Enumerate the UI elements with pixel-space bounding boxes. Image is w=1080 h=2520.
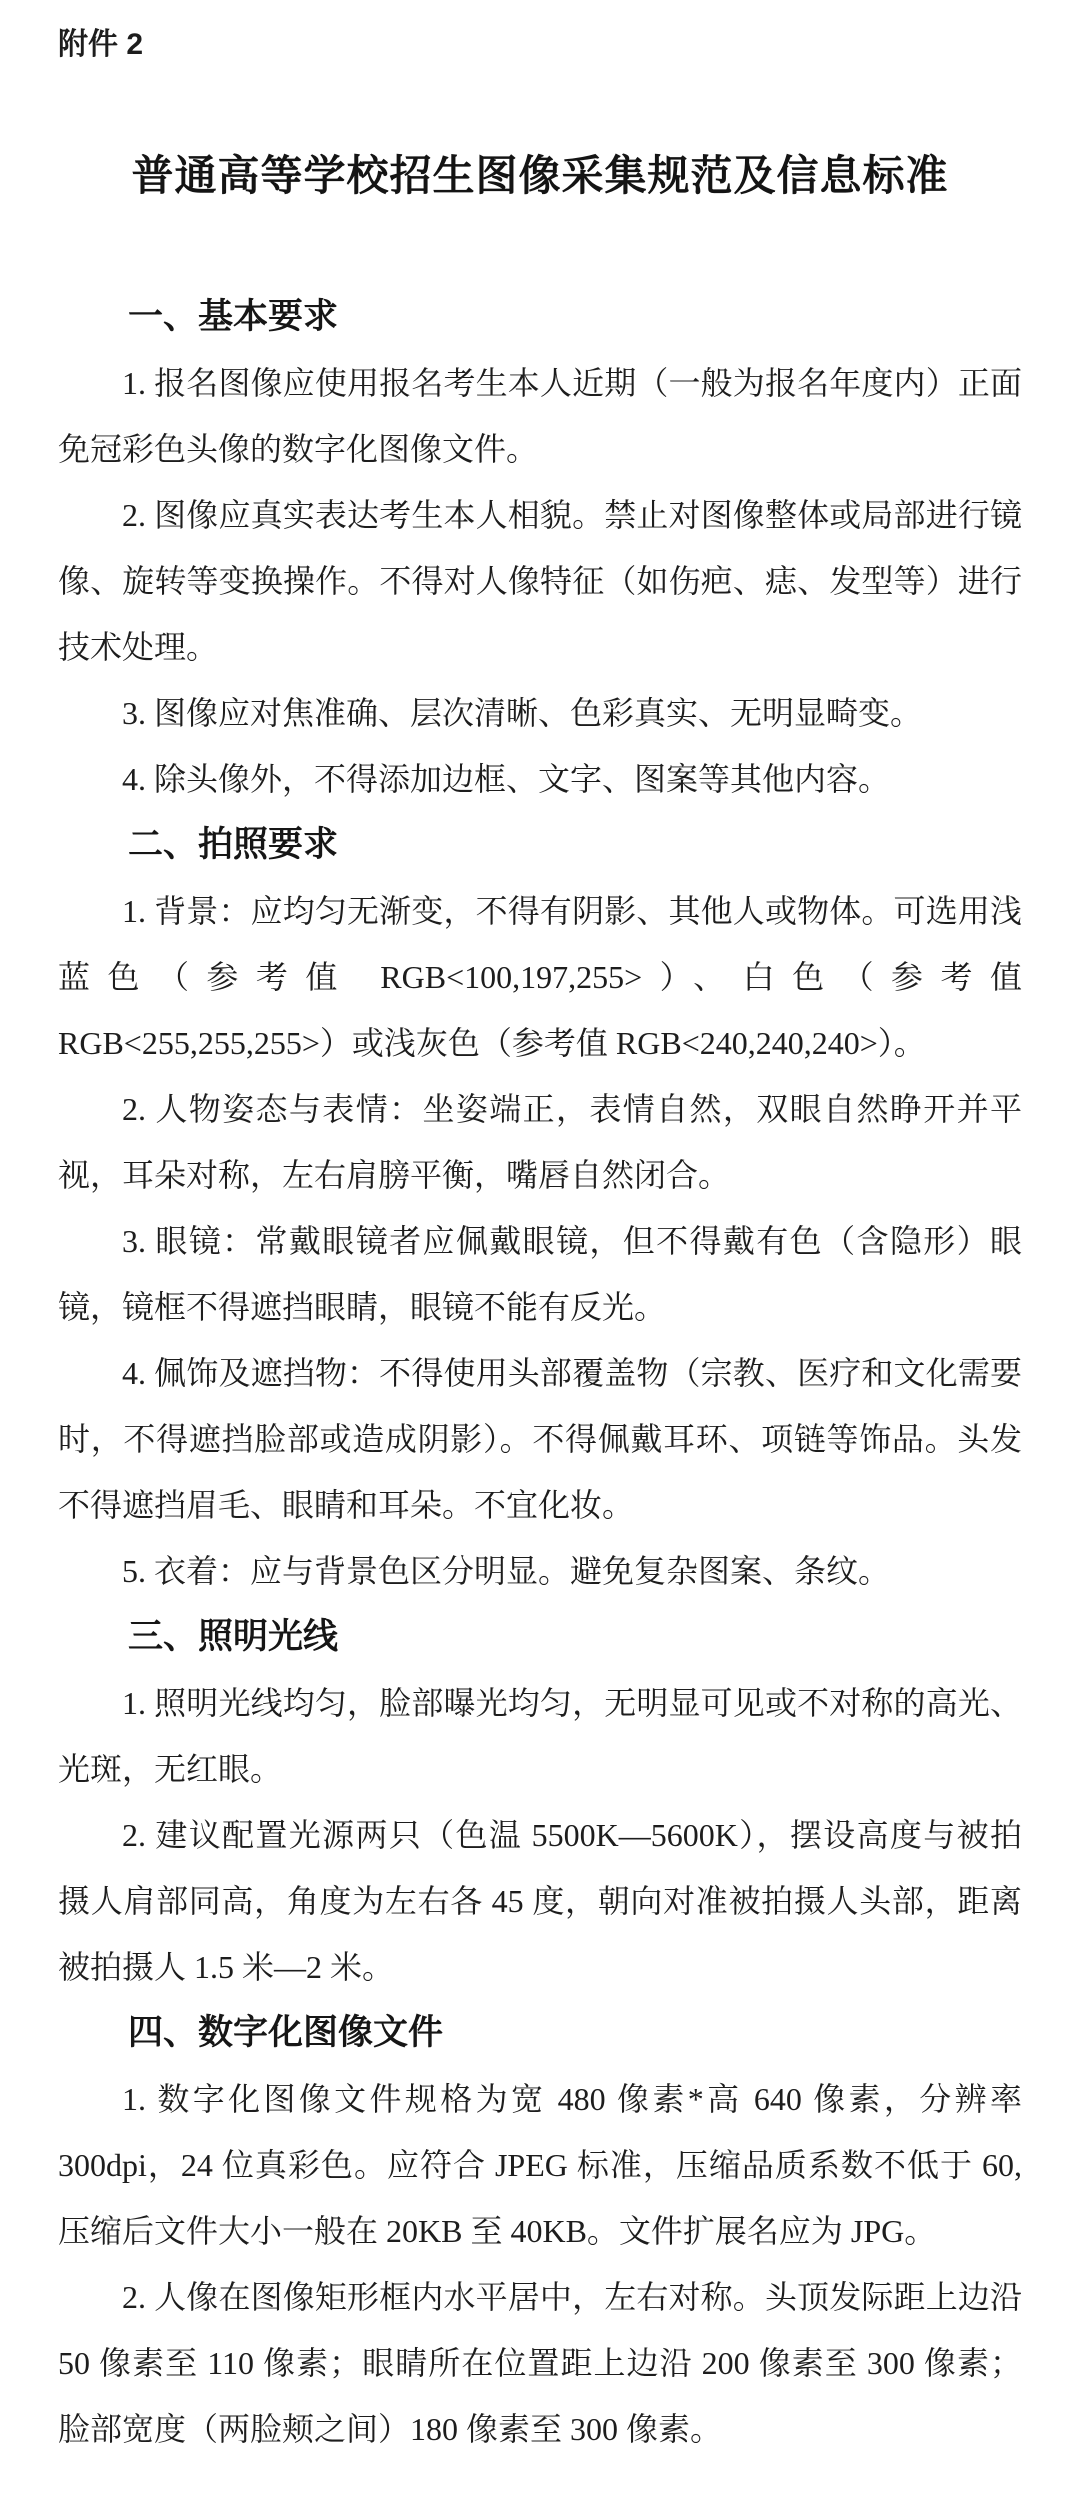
section-heading-digital-image-file: 四、数字化图像文件 (128, 2013, 444, 2052)
section-heading-lighting: 三、照明光线 (128, 1617, 339, 1656)
paragraph-photo-4: 4. 佩饰及遮挡物：不得使用头部覆盖物（宗教、医疗和文化需要时，不得遮挡脸部或造成阴影）。不得佩戴耳环、项链等饰品。头发不得遮挡眉毛、眼睛和耳朵。不宜化妆。 (58, 1355, 1022, 1523)
paragraph-basic-2: 2. 图像应真实表达考生本人相貌。禁止对图像整体或局部进行镜像、旋转等变换操作。不得对人像特征（如伤疤、痣、发型等）进行技术处理。 (58, 497, 1022, 665)
paragraph-basic-3: 3. 图像应对焦准确、层次清晰、色彩真实、无明显畸变。 (122, 695, 923, 731)
paragraph-basic-1: 1. 报名图像应使用报名考生本人近期（一般为报名年度内）正面免冠彩色头像的数字化图像文件。 (58, 365, 1022, 467)
section-heading-basic-requirements: 一、基本要求 (128, 297, 339, 336)
section-digital-image-file (58, 2000, 1022, 2462)
paragraph-photo-2: 2. 人物姿态与表情：坐姿端正，表情自然，双眼自然睁开并平视，耳朵对称，左右肩膀平衡，嘴唇自然闭合。 (58, 1091, 1022, 1193)
paragraph-digital-2: 2. 人像在图像矩形框内水平居中，左右对称。头顶发际距上边沿 50 像素至 110 像素；眼睛所在位置距上边沿 200 像素至 300 像素；脸部宽度（两脸颊之间）180 像素至 300 像素。 (58, 2279, 1022, 2447)
paragraph-digital-1: 1. 数字化图像文件规格为宽 480 像素*高 640 像素，分辨率 300dpi，24 位真彩色。应符合 JPEG 标准，压缩品质系数不低于 60,压缩后文件大小一般在 20KB 至 40KB。文件扩展名应为 JPG。 (58, 2081, 1022, 2249)
paragraph-basic-4: 4. 除头像外，不得添加边框、文字、图案等其他内容。 (122, 761, 891, 797)
section-basic-requirements (58, 284, 1022, 812)
section-photo-requirements (58, 812, 1022, 1604)
paragraph-photo-5: 5. 衣着：应与背景色区分明显。避免复杂图案、条纹。 (122, 1553, 891, 1589)
attachment-label: 附件 2 (58, 28, 144, 61)
paragraph-photo-3: 3. 眼镜：常戴眼镜者应佩戴眼镜，但不得戴有色（含隐形）眼镜，镜框不得遮挡眼睛，眼镜不能有反光。 (58, 1223, 1022, 1325)
paragraph-lighting-2: 2. 建议配置光源两只（色温 5500K—5600K），摆设高度与被拍摄人肩部同高，角度为左右各 45 度，朝向对准被拍摄人头部，距离被拍摄人 1.5 米—2 米。 (58, 1817, 1022, 1985)
document-title: 普通高等学校招生图像采集规范及信息标准 (131, 152, 949, 199)
paragraph-lighting-1: 1. 照明光线均匀，脸部曝光均匀，无明显可见或不对称的高光、光斑，无红眼。 (58, 1685, 1022, 1787)
section-heading-photo-requirements: 二、拍照要求 (128, 825, 339, 864)
section-lighting (58, 1604, 1022, 2000)
paragraph-photo-1: 1. 背景：应均匀无渐变，不得有阴影、其他人或物体。可选用浅蓝色（参考值 RGB<100,197,255>）、白色（参考值 RGB<255,255,255>）或浅灰色（参考值 RGB<240,240,240>）。 (58, 893, 1022, 1061)
